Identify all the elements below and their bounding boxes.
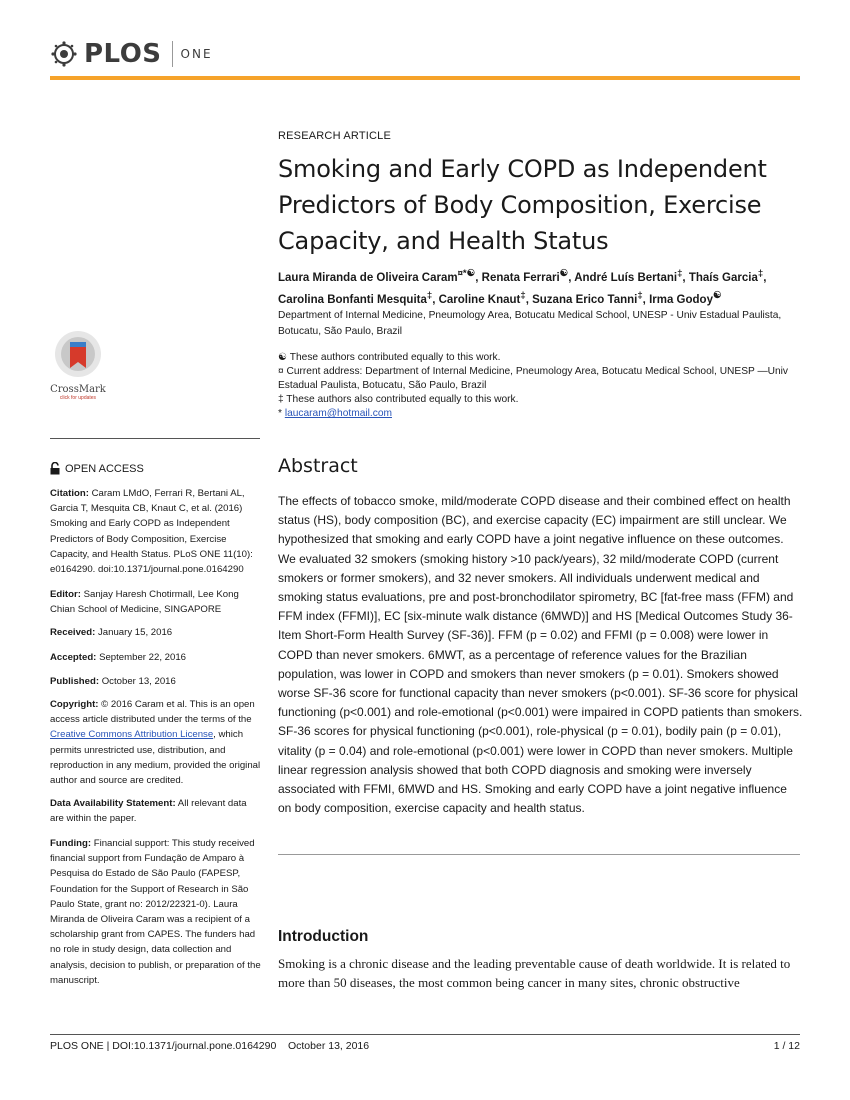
author[interactable]: Caroline Knaut‡, bbox=[438, 289, 533, 306]
journal-brand: PLOS bbox=[84, 39, 162, 69]
abstract-rule bbox=[278, 854, 800, 855]
data-availability-block bbox=[50, 796, 262, 826]
plos-logo-icon bbox=[50, 40, 78, 68]
journal-logo[interactable] bbox=[50, 38, 213, 70]
copyright-block bbox=[50, 697, 262, 788]
license-link[interactable]: Creative Commons Attribution License bbox=[50, 729, 214, 741]
citation-block bbox=[50, 486, 262, 577]
accepted-block bbox=[50, 650, 262, 665]
editor-text: Sanjay Haresh Chotirmall, Lee Kong Chian School of Medicine, SINGAPORE bbox=[50, 589, 239, 616]
funding-block bbox=[50, 836, 262, 988]
copyright-text-end: , which permits unrestricted use, distribution, and reproduction in any medium, provided the original author and source are credited. bbox=[50, 729, 261, 787]
introduction-text: Smoking is a chronic disease and the leading preventable cause of death worldwide. It is related to more than 50 diseases, the most common being cancer in many sites, chronic obstructive bbox=[278, 956, 791, 990]
citation-label: Citation: bbox=[50, 488, 89, 499]
unlock-icon bbox=[50, 462, 60, 475]
crossmark-label: CrossMark bbox=[50, 384, 106, 395]
footer-rule bbox=[50, 1034, 800, 1035]
author[interactable]: Laura Miranda de Oliveira Caram¤*☯, bbox=[278, 268, 482, 284]
received-label: Received: bbox=[50, 627, 96, 638]
equal-contribution-note: ☯ These authors contributed equally to this work. bbox=[278, 352, 501, 363]
journal-name: ONE bbox=[180, 47, 213, 61]
funding-text: Financial support: This study received financial support from Fundação de Amparo à Pesquisa do Estado de São Paulo (FAPESP, Foundation for the Support of Research in São Paulo State, grant no: 2012/22321-0). Laura Miranda de Oliveira Caram was a recipient of a scholarship grant from CAPES. The funders had no role in study design, data collection and analysis, decision to publish, or preparation of the manuscript. bbox=[50, 838, 261, 986]
crossmark-badge[interactable] bbox=[50, 330, 106, 401]
corresponding-email: * laucaram@hotmail.com bbox=[278, 408, 392, 419]
published-date: October 13, 2016 bbox=[101, 676, 176, 687]
author[interactable]: Irma Godoy☯ bbox=[649, 289, 722, 306]
editor-block bbox=[50, 587, 262, 617]
footer-citation bbox=[50, 1040, 369, 1052]
author[interactable]: Thaís Garcia‡, bbox=[688, 268, 767, 284]
also-contributed-note: ‡ These authors also contributed equally to this work. bbox=[278, 394, 519, 405]
open-access-badge bbox=[50, 462, 144, 475]
published-label: Published: bbox=[50, 676, 100, 687]
article-type: RESEARCH ARTICLE bbox=[278, 130, 392, 142]
author[interactable]: Carolina Bonfanti Mesquita‡, bbox=[278, 289, 439, 306]
data-availability-label: Data Availability Statement: bbox=[50, 798, 176, 809]
sidebar-rule bbox=[50, 438, 260, 439]
copyright-label: Copyright: bbox=[50, 699, 99, 710]
citation-text: Caram LMdO, Ferrari R, Bertani AL, Garcia T, Mesquita CB, Knaut C, et al. (2016) Smoking and Early COPD as Independent Predictors of Body Composition, Exercise Capacity, and Health Status. PLoS ONE 11(10): e0164290. doi:10.1371/journal.pone.0164290 bbox=[50, 488, 253, 576]
affiliation: Department of Internal Medicine, Pneumology Area, Botucatu Medical School, UNESP - Univ Estadual Paulista, Botucatu, São Paulo, Brazil bbox=[278, 310, 782, 337]
author[interactable]: Renata Ferrari☯, bbox=[481, 268, 575, 284]
open-access-label: OPEN ACCESS bbox=[65, 462, 144, 475]
footer-date: October 13, 2016 bbox=[287, 1040, 370, 1052]
received-date: January 15, 2016 bbox=[98, 627, 173, 638]
page-number: 1 / 12 bbox=[773, 1040, 800, 1052]
published-block bbox=[50, 674, 262, 689]
author-notes bbox=[278, 351, 803, 421]
crossmark-icon bbox=[54, 330, 102, 378]
funding-label: Funding: bbox=[50, 838, 92, 849]
editor-label: Editor: bbox=[50, 589, 81, 600]
received-block bbox=[50, 625, 262, 640]
author[interactable]: Suzana Erico Tanni‡, bbox=[532, 289, 650, 306]
email-link[interactable]: laucaram@hotmail.com bbox=[284, 408, 392, 419]
abstract-heading: Abstract bbox=[278, 455, 358, 477]
logo-divider bbox=[172, 41, 173, 67]
introduction-heading: Introduction bbox=[278, 928, 369, 945]
header-rule bbox=[50, 76, 800, 80]
crossmark-sub: click for updates bbox=[59, 395, 97, 401]
article-title: Smoking and Early COPD as Independent Predictors of Body Composition, Exercise Capacity, and Health Status bbox=[278, 155, 767, 255]
data-availability-text: All relevant data are within the paper. bbox=[50, 798, 247, 825]
author[interactable]: André Luís Bertani‡, bbox=[574, 268, 689, 284]
accepted-date: September 22, 2016 bbox=[99, 652, 187, 663]
accepted-label: Accepted: bbox=[50, 652, 97, 663]
author-list bbox=[278, 265, 803, 309]
copyright-text: © 2016 Caram et al. This is an open access article distributed under the terms of the bbox=[50, 699, 255, 726]
footer-doi: PLOS ONE | DOI:10.1371/journal.pone.0164290 bbox=[50, 1040, 277, 1052]
abstract-text: The effects of tobacco smoke, mild/moderate COPD disease and their combined effect on health status (HS), body composition (BC), and exercise capacity (EC) impairment are still unclear. We hypothesized that smoking and early COPD have a joint negative influence on these outcomes. We evaluated 32 smokers (smoking history >10 pack/years), 32 mild/moderate COPD (current smokers or former smokers), and 32 never smokers. All individuals underwent medical and smoking status evaluations, pre and post-bronchodilator spirometry, BC [fat-free mass (FFM) and FFM index (FFMI)], EC [six-minute walk distance (6MWD)] and HS [Medical Outcomes Study 36-Item Short-Form Health Survey (SF-36)]. FFM (p = 0.02) and FFMI (p = 0.008) were lower in COPD than never smokers. 6MWT, as a percentage of reference values for the Brazilian population, was lower in COPD and smokers than never smokers (p = 0.01). Smokers showed worse SF-36 score for functional capacity than never smokers (p<0.001). SF-36 score for physical functioning (p<0.001) and role-emotional (p<0.001) were impaired in COPD patients than smokers. SF-36 scores for physical functioning (p<0.001), role-physical (p = 0.01), bodily pain (p = 0.01), vitality (p = 0.04) and role-emotional (p<0.001) were lower in COPD than never smokers. Multiple linear regression analysis showed that both COPD diagnosis and smoking were inversely associated with FFMI, 6MWD and HS. Smoking and early COPD have a joint negative influence on body composition, exercise capacity and health status. bbox=[278, 494, 803, 816]
current-address-note: ¤ Current address: Department of Internal Medicine, Pneumology Area, Botucatu Medical School, UNESP —Univ Estadual Paulista, Botucatu, São Paulo, Brazil bbox=[278, 366, 789, 391]
